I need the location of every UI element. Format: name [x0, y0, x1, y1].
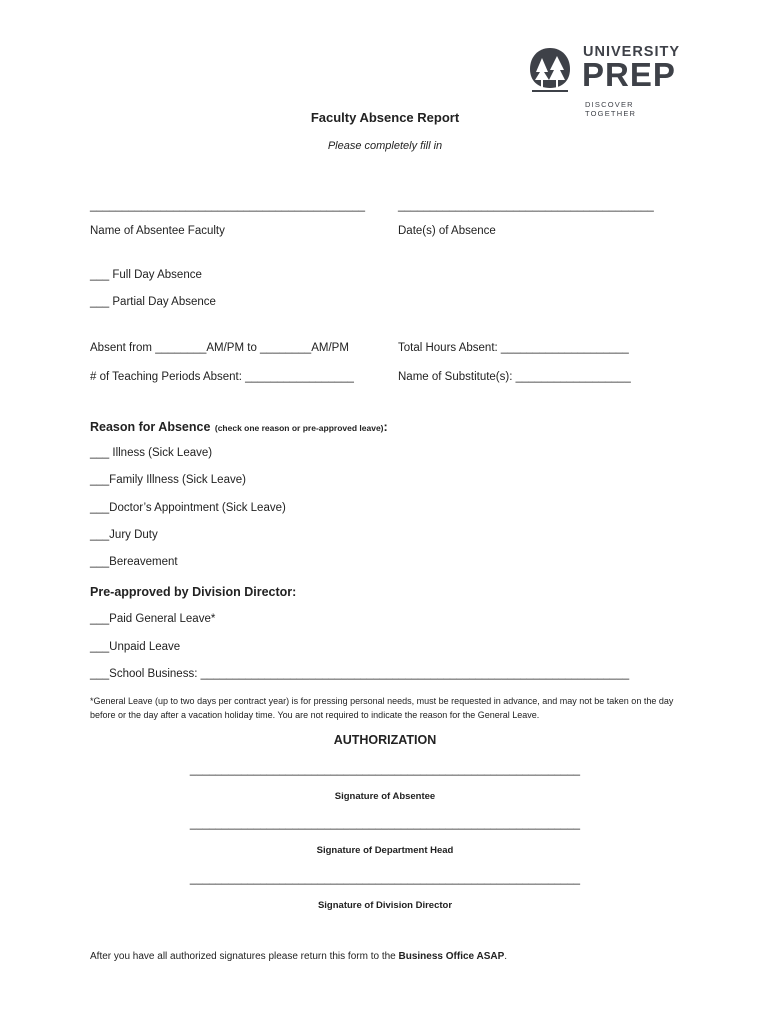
dates-label: Date(s) of Absence — [398, 225, 496, 237]
reason-illness[interactable]: ___ Illness (Sick Leave) — [90, 447, 213, 459]
full-day-option[interactable]: ___ Full Day Absence — [90, 269, 202, 281]
closing-instructions — [90, 951, 507, 962]
division-director-signature-label: Signature of Division Director — [317, 900, 453, 911]
school-business-option[interactable]: ___School Business: ___________________________________________________________________ — [90, 668, 630, 680]
teaching-periods-field[interactable]: # of Teaching Periods Absent: _________________ — [90, 371, 354, 383]
university-prep-logo — [528, 44, 688, 118]
name-label: Name of Absentee Faculty — [90, 225, 225, 237]
total-hours-field[interactable]: Total Hours Absent: ____________________ — [398, 342, 629, 354]
business-office-text: Business Office ASAP — [398, 951, 505, 962]
reason-bereavement[interactable]: ___Bereavement — [90, 556, 178, 568]
authorization-heading: AUTHORIZATION — [333, 733, 437, 747]
dept-head-signature-label: Signature of Department Head — [316, 845, 454, 856]
pine-trees-logo-icon — [528, 46, 572, 94]
page-subtitle: Please completely fill in — [327, 140, 443, 152]
reason-heading-colon: : — [383, 420, 388, 434]
division-director-signature-line[interactable]: _____________________________________________________________ — [189, 873, 581, 885]
dates-blank-line[interactable]: ________________________________________ — [398, 200, 654, 212]
paid-general-leave-option[interactable]: ___Paid General Leave* — [90, 613, 216, 625]
reason-doctors-appointment[interactable]: ___Doctor’s Appointment (Sick Leave) — [90, 502, 286, 514]
name-blank-line[interactable]: ___________________________________________ — [90, 200, 366, 212]
dept-head-signature-line[interactable]: _____________________________________________________________ — [189, 818, 581, 830]
general-leave-footnote: *General Leave (up to two days per contract year) is for pressing personal needs, must be requested in advance, and may not be taken on the day before or the day after a vacation holiday time. You are not required to indicate the reason for the General Leave. — [90, 696, 674, 720]
substitute-field[interactable]: Name of Substitute(s): __________________ — [398, 371, 631, 383]
closing-period: . — [504, 951, 508, 962]
absentee-signature-label: Signature of Absentee — [334, 791, 436, 802]
page-title: Faculty Absence Report — [310, 110, 460, 125]
reason-heading-note: (check one reason or pre-approved leave) — [214, 423, 384, 433]
closing-text: After you have all authorized signatures please return this form to the — [90, 951, 399, 962]
logo-university-text: UNIVERSITY — [583, 44, 681, 60]
reason-family-illness[interactable]: ___Family Illness (Sick Leave) — [90, 474, 246, 486]
reason-jury-duty[interactable]: ___Jury Duty — [90, 529, 158, 541]
reason-heading — [90, 418, 388, 436]
logo-tagline: DISCOVER TOGETHER — [585, 100, 637, 118]
reason-heading-text: Reason for Absence — [90, 420, 211, 434]
absentee-signature-line[interactable]: _____________________________________________________________ — [189, 764, 581, 776]
preapproved-heading: Pre-approved by Division Director: — [90, 585, 297, 599]
unpaid-leave-option[interactable]: ___Unpaid Leave — [90, 641, 181, 653]
absent-from-field[interactable]: Absent from ________AM/PM to ________AM/PM — [90, 342, 349, 354]
partial-day-option[interactable]: ___ Partial Day Absence — [90, 296, 216, 308]
logo-prep-text: PREP — [582, 56, 676, 93]
